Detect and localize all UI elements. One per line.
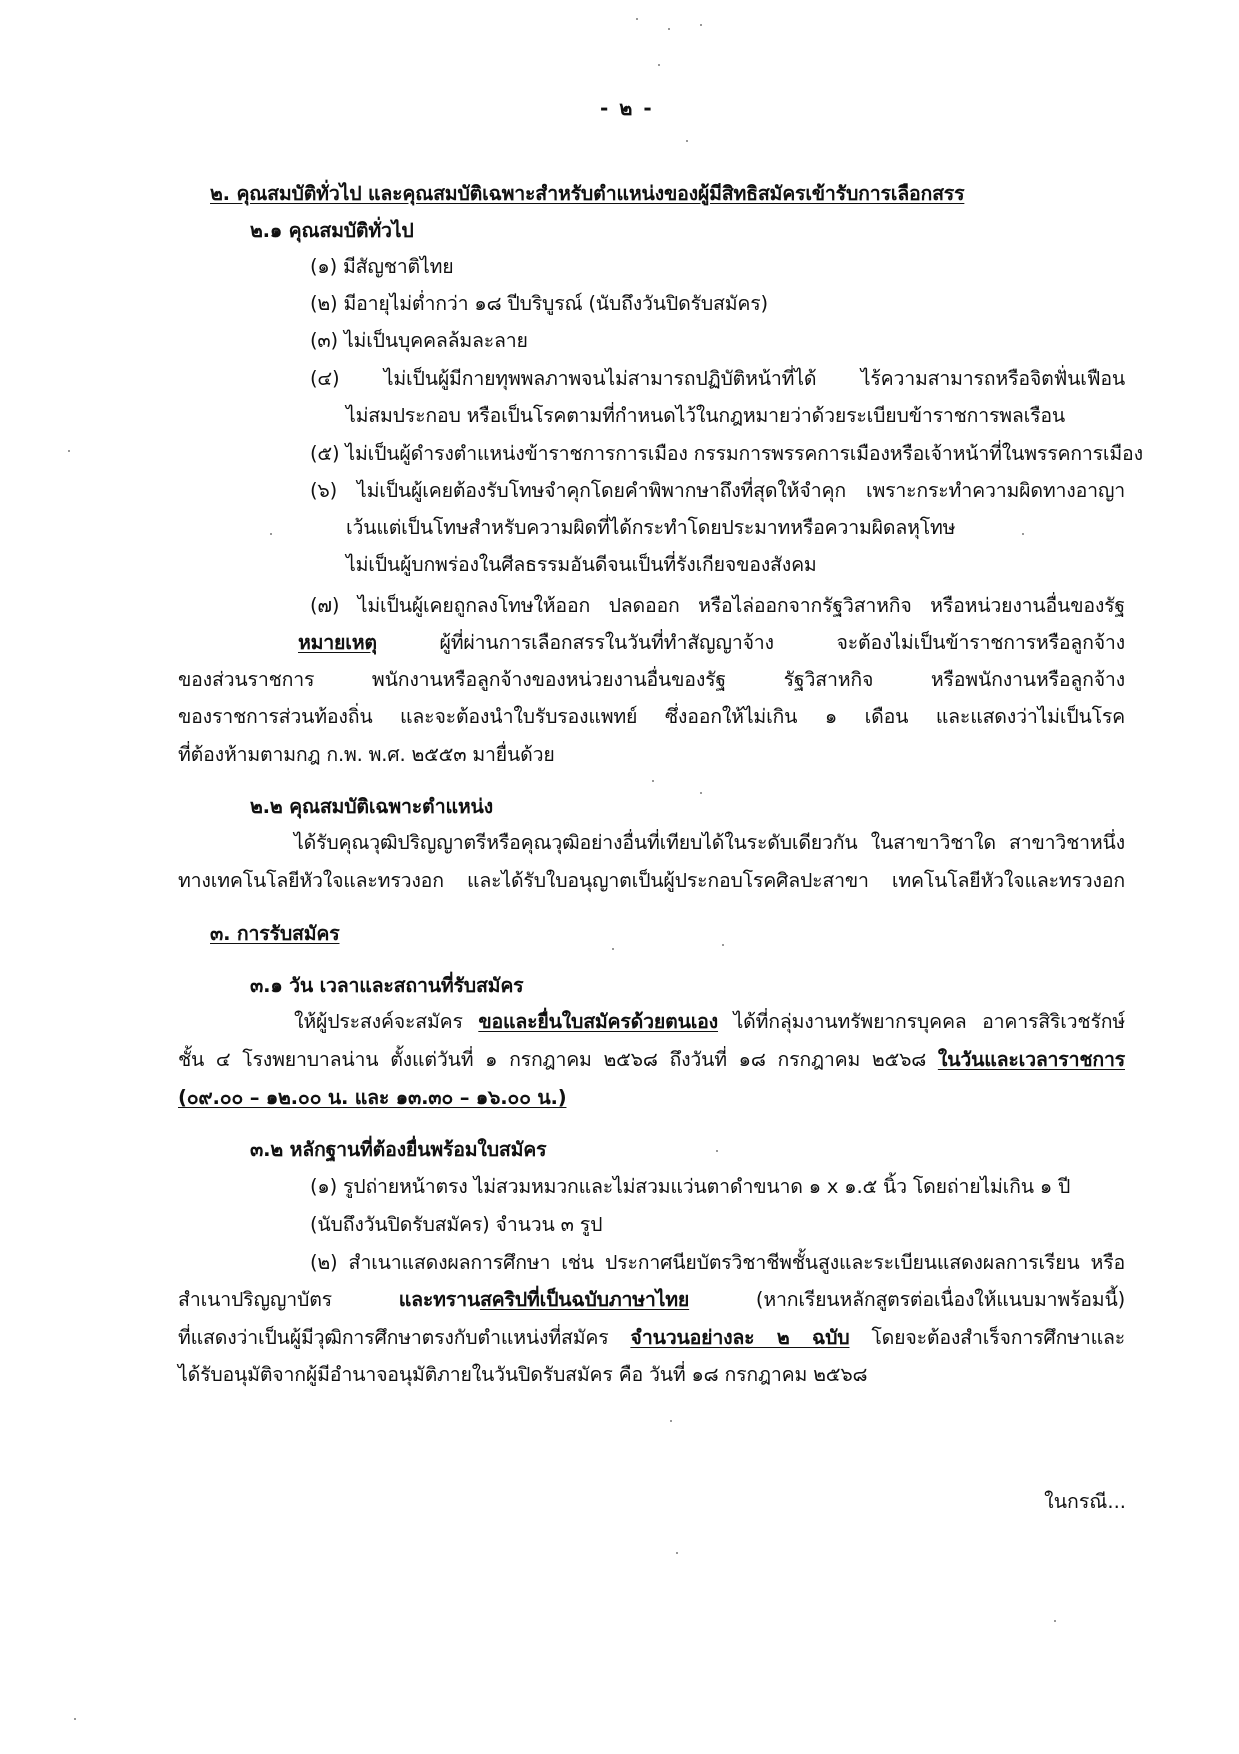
general-item-5: (๕) ไม่เป็นผู้ดำรงตำแหน่งข้าราชการการเมือง กรรมการพรรคการเมืองหรือเจ้าหน้าที่ในพรรคการเมือง <box>310 442 1143 465</box>
scan-speck <box>670 1420 672 1422</box>
specific-line-2: ทางเทคโนโลยีหัวใจและทรวงอก และได้รับใบอนุญาตเป็นผู้ประกอบโรคศิลปะสาขา เทคโนโลยีหัวใจและทรวงอก <box>178 869 1125 892</box>
scan-speck <box>270 533 272 535</box>
scan-speck <box>716 1150 718 1152</box>
scan-speck <box>74 1718 76 1720</box>
general-item-7: (๗) ไม่เป็นผู้เคยถูกลงโทษให้ออก ปลดออก หรือไล่ออกจากรัฐวิสาหกิจ หรือหน่วยงานอื่นของรัฐ <box>310 594 1125 617</box>
general-item-4: (๔) ไม่เป็นผู้มีกายทุพพลภาพจนไม่สามารถปฏิบัติหน้าที่ได้ ไร้ความสามารถหรือจิตฟั่นเฟือน <box>310 367 1125 390</box>
note-line-2: ของส่วนราชการ พนักงานหรือลูกจ้างของหน่วยงานอื่นของรัฐ รัฐวิสาหกิจ หรือพนักงานหรือลูกจ้าง <box>178 668 1125 691</box>
scan-speck <box>636 18 638 20</box>
documents-item-2: (๒) สำเนาแสดงผลการศึกษา เช่น ประกาศนียบัตรวิชาชีพชั้นสูงและระเบียนแสดงผลการเรียน หรือ <box>310 1251 1125 1274</box>
documents-item-2-cont: สำเนาปริญญาบัตร และทรานสคริปที่เป็นฉบับภาษาไทย (หากเรียนหลักสูตรต่อเนื่องให้แนบมาพร้อมนี้) <box>178 1288 1125 1311</box>
subsection-3-1-heading: ๓.๑ วัน เวลาและสถานที่รับสมัคร <box>250 974 524 997</box>
general-item-2: (๒) มีอายุไม่ต่ำกว่า ๑๘ ปีบริบูรณ์ (นับถึงวันปิดรับสมัคร) <box>310 292 768 315</box>
scan-speck <box>686 140 688 142</box>
subsection-3-2-heading: ๓.๒ หลักฐานที่ต้องยื่นพร้อมใบสมัคร <box>250 1138 547 1161</box>
note-line-4: ที่ต้องห้ามตามกฎ ก.พ. พ.ศ. ๒๕๕๓ มายื่นด้วย <box>178 743 555 766</box>
general-item-3: (๓) ไม่เป็นบุคคลล้มละลาย <box>310 329 528 352</box>
section-3-heading: ๓. การรับสมัคร <box>210 922 340 945</box>
page-number: - ๒ - <box>600 96 654 120</box>
date-place-line-2: ชั้น ๔ โรงพยาบาลน่าน ตั้งแต่วันที่ ๑ กรกฎาคม ๒๕๖๘ ถึงวันที่ ๑๘ กรกฎาคม ๒๕๖๘ ในวันและเวลาราชการ <box>178 1048 1125 1071</box>
office-hours-emphasis: ในวันและเวลาราชการ <box>937 1048 1125 1071</box>
scan-speck <box>658 64 660 66</box>
scan-speck <box>668 28 670 30</box>
documents-item-1-cont: (นับถึงวันปิดรับสมัคร) จำนวน ๓ รูป <box>310 1213 603 1236</box>
note-line-1: หมายเหตุ ผู้ที่ผ่านการเลือกสรรในวันที่ทำสัญญาจ้าง จะต้องไม่เป็นข้าราชการหรือลูกจ้าง <box>298 631 1126 654</box>
scan-speck <box>676 1552 678 1554</box>
documents-item-2-cont-3: ได้รับอนุมัติจากผู้มีอำนาจอนุมัติภายในวันปิดรับสมัคร คือ วันที่ ๑๘ กรกฎาคม ๒๕๖๘ <box>178 1363 868 1386</box>
documents-item-1: (๑) รูปถ่ายหน้าตรง ไม่สวมหมวกและไม่สวมแว่นตาดำขนาด ๑ x ๑.๕ นิ้ว โดยถ่ายไม่เกิน ๑ ปี <box>310 1175 1071 1198</box>
continued-marker: ในกรณี... <box>1044 1490 1126 1513</box>
scan-speck <box>68 450 70 452</box>
transcript-emphasis: สคริปที่เป็นฉบับภาษาไทย <box>479 1288 690 1311</box>
scan-speck <box>652 780 654 782</box>
copies-emphasis: จำนวนอย่างละ ๒ ฉบับ <box>630 1326 850 1349</box>
general-item-1: (๑) มีสัญชาติไทย <box>310 255 454 278</box>
apply-in-person-emphasis: ขอและยื่นใบสมัครด้วยตนเอง <box>478 1010 719 1033</box>
general-item-6: (๖) ไม่เป็นผู้เคยต้องรับโทษจำคุกโดยคำพิพากษาถึงที่สุดให้จำคุก เพราะกระทำความผิดทางอาญา <box>310 479 1125 502</box>
scan-speck <box>1022 533 1024 535</box>
office-hours-times: (๐๙.๐๐ – ๑๒.๐๐ น. และ ๑๓.๓๐ – ๑๖.๐๐ น.) <box>178 1086 567 1109</box>
scan-speck <box>700 24 702 26</box>
section-2-heading: ๒. คุณสมบัติทั่วไป และคุณสมบัติเฉพาะสำหรับตำแหน่งของผู้มีสิทธิสมัครเข้ารับการเลือกสรร <box>210 182 965 205</box>
scan-speck <box>1054 1620 1056 1622</box>
general-item-4-cont: ไม่สมประกอบ หรือเป็นโรคตามที่กำหนดไว้ในกฎหมายว่าด้วยระเบียบข้าราชการพลเรือน <box>346 404 1066 427</box>
scan-speck <box>612 948 614 950</box>
scan-speck <box>700 792 702 794</box>
subsection-2-2-heading: ๒.๒ คุณสมบัติเฉพาะตำแหน่ง <box>250 795 493 818</box>
subsection-2-1-heading: ๒.๑ คุณสมบัติทั่วไป <box>250 219 414 242</box>
note-label: หมายเหตุ <box>298 631 377 654</box>
note-line-3: ของราชการส่วนท้องถิ่น และจะต้องนำใบรับรองแพทย์ ซึ่งออกให้ไม่เกิน ๑ เดือน และแสดงว่าไม่เป็นโรค <box>178 705 1125 728</box>
scan-speck <box>722 944 724 946</box>
date-place-line-1: ให้ผู้ประสงค์จะสมัคร ขอและยื่นใบสมัครด้วยตนเอง ได้ที่กลุ่มงานทรัพยากรบุคคล อาคารสิริเวชรักษ์ <box>294 1010 1125 1033</box>
specific-line-1: ได้รับคุณวุฒิปริญญาตรีหรือคุณวุฒิอย่างอื่นที่เทียบได้ในระดับเดียวกัน ในสาขาวิชาใด สาขาวิชาหนึ่ง <box>294 831 1125 854</box>
general-item-6-cont-2: ไม่เป็นผู้บกพร่องในศีลธรรมอันดีจนเป็นที่รังเกียจของสังคม <box>346 553 817 576</box>
general-item-6-cont: เว้นแต่เป็นโทษสำหรับความผิดที่ได้กระทำโดยประมาทหรือความผิดลหุโทษ <box>346 516 956 539</box>
documents-item-2-cont-2: ที่แสดงว่าเป็นผู้มีวุฒิการศึกษาตรงกับตำแหน่งที่สมัคร จำนวนอย่างละ ๒ ฉบับ โดยจะต้องสำเร็จการศึกษาและ <box>178 1326 1125 1349</box>
